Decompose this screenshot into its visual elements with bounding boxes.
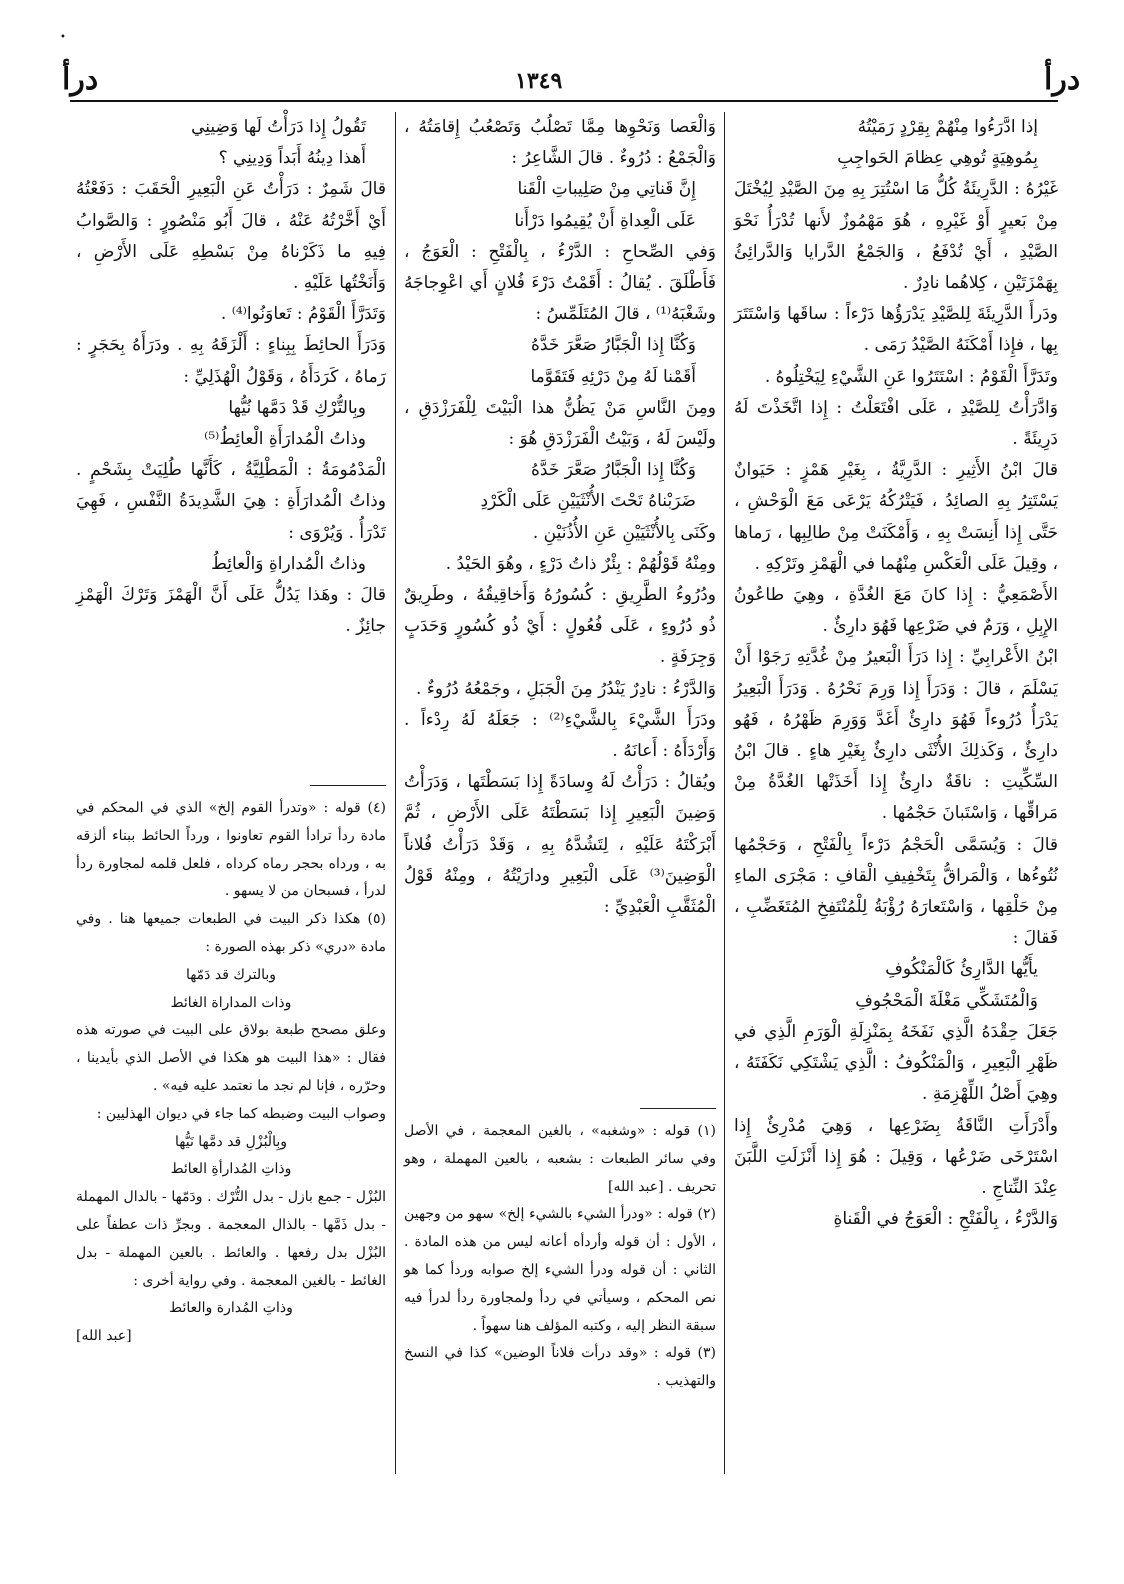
verse-line: وَالْمُتَشَكِّي مَغْلَةَ الْمَحْجُوفِ: [855, 990, 1038, 1011]
footnote-verse: وذات المداراة الغائط: [170, 994, 292, 1011]
verse-line: وذاتُ الْمُدارَأَةِ الْعائِطُ⁽⁵⁾: [204, 429, 366, 450]
verse-line: بِمُوهِيَةٍ تُوهِي عِظامَ الحَواجِبِ: [837, 148, 1038, 169]
footnote: (٣) قوله : «وقد درأت فلاناً الوضين» كذا في النسخ والتهذيب .: [404, 1345, 716, 1390]
footnote-signature: [عبد الله]: [76, 1328, 132, 1345]
footnote-rule: [640, 1108, 716, 1109]
verse-line: وَكُنَّا إِذا الْجَبَّارُ صَعَّرَ خَدَّهُ: [531, 335, 696, 356]
footnote-verse: وبالترك قد دَمّها: [185, 966, 277, 983]
column-middle: [404, 112, 716, 923]
paragraph: وَالْعَصا وَنَحْوِها مِمَّا تَصْلُبُ وَتَصْعُبُ إِقامَتُهُ ، وَالْجَمْعُ : دُرُوءٌ . قالَ الشَّاعِرُ :: [404, 117, 716, 169]
paragraph: ومِنْهُ قَوْلُهُمْ : بِئْرٌ ذاتُ دَرْءٍ ، وهُوَ الحَيْدُ .: [445, 553, 716, 574]
paragraph: وَادَّرَأْتُ لِلصَّيْدِ ، عَلَى افْتَعَلْتُ : إِذا اتَّخَذْتَ لَهُ دَرِيئَةً .: [734, 397, 1058, 450]
paragraph: ودَرَأَ الشَّيْءَ بِالشَّيْءِ⁽²⁾ : جَعَلَهُ لَهُ رِدْءاً . وَأَرْدَأَهُ : أَعانَهُ .: [404, 709, 716, 762]
footnotes-left: [76, 795, 386, 1351]
footnote-verse: وبِالْبُزْلِ قد دمَّها نَيُّها: [175, 1133, 287, 1150]
verse-line: ضَرَبْناهُ تَحْتَ الأُنْثَيَيْنِ عَلَى الْكَرْدِ: [480, 491, 696, 512]
footnote: البُزْل - جمع بازل - بدل التُّرْك . ودَمّها - بالدال المهملة - بدل ذَمَّها - بالذال المعجمة . وبجرِّ ذات عطفاً على البُزْل بدل رفعها . والعائط . بالعين المهملة - بدل الغائط - بالغين المعجمة . وفي رواية أخرى :: [76, 1189, 386, 1289]
paragraph: ومِنَ النَّاسِ مَنْ يَظُنُّ هذا الْبَيْتَ لِلْفَرَزْدَقِ ، ولَيْسَ لَهُ ، وَبَيْتُ الْفَرَزْدَقِ هُوَ :: [404, 397, 716, 450]
verse-line: أَقَمْنا لَهُ مِنْ دَرْئِهِ فَتَقَوَّما: [530, 366, 696, 387]
verse-line: يأَيُّها الدَّارِئُ كَالْمَنْكُوفِ: [885, 959, 1038, 980]
paragraph: قالَ ابْنُ الأَثِيرِ : الدَّرِيَّةُ ، بِغَيْرِ هَمْزٍ : حَيَوانٌ يَسْتَتِرُ بِهِ الصائِدُ ، فَيَتْرُكُهُ يَرْعَى مَعَ الْوَحْشِ ، حَتَّى إِذا أَنِسَتْ بِهِ ، وَأَمْكَنَتْ مِنْ طالِبِها ، رَماها ، وقِيلَ عَلَى الْعَكْسِ مِنْهُما في الْهَمْزِ وتَرْكِهِ .: [734, 460, 1058, 574]
verse-line: تَقُولُ إِذا دَرَأْتُ لَها وَضِينِي: [191, 117, 366, 137]
column-left: [76, 112, 386, 642]
verse-line: إِنَّ قَناتِي مِنْ صَلِيباتِ الْقَنا: [517, 179, 696, 200]
scan-speck: •: [60, 32, 66, 43]
verse-line: وذاتُ الْمُداراةِ وَالْعائِطُ: [211, 553, 366, 574]
footnote-verse: وذاتِ المُدارأةِ العائط: [170, 1161, 292, 1178]
paragraph: وَفي الصِّحاحِ : الدَّرْءُ ، بِالْفَتْحِ : الْعَوَجُ ، فَأَطْلَقَ . يُقالُ : أَقَمْتُ دَرْءَ فُلانٍ أَي اعْوِجاجَهُ وشَغْبَهُ⁽¹⁾ ، قالَ المُتَلَمِّسُ :: [404, 241, 716, 325]
column-right: [734, 112, 1058, 1235]
footnote: وصواب البيت وضبطه كما جاء في ديوان الهذليين :: [96, 1105, 386, 1122]
paragraph: الأَصْمَعِيُّ : إِذا كانَ مَعَ الغُدَّةِ ، وهِيَ طاعُونُ الإِبِلِ ، وَرَمٌ في ضَرْعِها فَهُوَ دارِئٌ .: [734, 585, 1058, 637]
footnote: (٤) قوله : «وتدرأ القوم إلخ» الذي في المحكم في مادة ردأ ترادأ القوم تعاونوا ، ورداً الحائط ببناء ألزقه به ، ورداه بحجر رماه كرداه ، فلعل قلمه لمجاورة ردأ لدرأ ، فسبحان من لا يسهو .: [76, 800, 386, 900]
paragraph: وَدَرَأَ الحائِطَ بِبِناءٍ : أَلْزَقَهُ بِهِ . ودَرَأَهُ بِحَجَرٍ : رَماهُ ، كَرَدَأَهُ ، وَقَوْلُ الْهُذَلِيِّ :: [76, 335, 386, 387]
paragraph: ويُقالُ : دَرَأْتُ لَهُ وِسادَةً إِذا بَسَطْتَها ، وَدَرَأْتُ وَضِينَ الْبَعِيرِ إِذا بَسَطْتَهُ عَلَى الأَرْضِ ، ثُمَّ أَبْرَكْتَهُ عَلَيْهِ ، لِتَشُدَّهُ بِهِ ، وَقَدْ دَرَأْتُ فُلاناً الْوَضِينَ⁽³⁾ عَلَى الْبَعِيرِ ودارَيْتُهُ ، ومِنْهُ قَوْلُ الْمُثَقَّبِ الْعَبْدِيِّ :: [404, 772, 716, 918]
paragraph: ودُرُوءُ الطَّرِيقِ : كُسُورُهُ وَأَخاقِيقُهُ ، وطَرِيقٌ ذُو دُرُوءٍ ، عَلَى فُعُولٍ : أَيْ ذُو كُسُورٍ وَحَدَبٍ وَجِرَفَةٍ .: [404, 585, 716, 668]
paragraph: الْمَدْمُومَةُ : الْمَطْلِيَّةُ ، كَأَنَّها طُلِيَتْ بِشَحْمٍ . وذاتُ الْمُدارَأَةِ : هِيَ الشَّدِيدَةُ النَّفْسِ ، فَهِيَ تَدْرَأُ . وَيُرْوَى :: [76, 460, 386, 543]
footnotes-middle: [404, 1118, 716, 1396]
paragraph: وكَنَى بِالأُنْثَيَيْنِ عَنِ الأُذُنَيْنِ .: [532, 522, 716, 543]
paragraph: ابْنُ الأَعْرابِيِّ : إِذا دَرَأَ الْبَعيرُ مِنْ غُدَّتِهِ رَجَوْا أَنْ يَسْلَمَ ، قالَ : وَدَرَأَ إِذا وَرِمَ نَحْرُهُ . وَدَرَأَ الْبَعِيرُ يَدْرَأُ دُرُوءاً فَهُوَ دارِئٌ أَغَدَّ وَوَرِمَ ظَهْرُهُ ، فَهُو دارِئٌ ، وَكَذلِكَ الأُنْثَى دارِئٌ بِغَيْرِ هاءٍ . قالَ ابْنُ السِّكِّيتِ : ناقَةٌ دارِئٌ إِذا أَخَذَتْها الغُدَّةُ مِنْ مَراقِّها ، وَاسْتَبانَ حَجْمُها .: [734, 647, 1058, 824]
verse-line: إذا ادَّرَءُوا مِنْهُمْ بِقِرْدٍ رَمَيْتُهُ: [857, 117, 1038, 137]
footnote: (٥) هكذا ذكر البيت في الطبعات جميعها هنا . وفي مادة «دري» ذكر بهذه الصورة :: [76, 911, 386, 955]
paragraph: جَعَلَ حِقْدَهُ الَّذِي نَفَخَهُ بِمَنْزِلَةِ الْوَرَمِ الَّذِي في ظَهْرِ الْبَعِيرِ ، وَالْمَنْكُوفُ : الَّذِي يَشْتَكِي نَكَفَتَهُ ، وهِيَ أَصْلُ اللِّهْزِمَةِ .: [734, 1021, 1058, 1105]
paragraph: وأَدْرَأَتِ النَّاقَةُ بِضَرْعِها ، وَهِيَ مُدْرِئٌ إِذا اسْتَرْخَى ضَرْعُها ، وَقِيلَ : هُوَ إِذا أَنْزَلَتِ اللَّبَنَ عِنْدَ النِّتاجِ .: [734, 1115, 1058, 1198]
column-separator: [395, 112, 396, 1474]
paragraph: وَتَدَرَّأَ الْقَوْمُ : تَعاوَنُوا⁽⁴⁾ .: [220, 304, 386, 325]
header-keyword-right: درأ: [1044, 62, 1081, 97]
paragraph: قالَ شَمِرٌ : دَرَأْتُ عَنِ الْبَعِيرِ الْحَقَبَ : دَفَعْتُهُ أَيْ أَخَّرْتُهُ عَنْهُ ، قالَ أَبُو مَنْصُورٍ : وَالصَّوابُ فِيهِ ما ذَكَرْناهُ مِنْ بَسْطِهِ عَلَى الأَرْضِ ، وَأَنَخْتُها عَلَيْهِ .: [76, 179, 386, 294]
page-number: ١٣٤٩: [515, 68, 563, 94]
paragraph: قالَ : وَيُسَمَّى الْحَجْمُ دَرْءاً بِالْفَتْحِ ، وَحَجْمُها نُتُوءُها ، وَالْمَراقُّ بِتَخْفِيفِ الْقافِ : مَجْرَى الماءِ مِنْ حَلْقِها ، وَاسْتَعارَهُ رُؤْبَةُ لِلْمُنْتَفِخِ المُتَغَضِّبِ ، فَقالَ :: [734, 834, 1058, 949]
verse-line: وبِالتُّرْكِ قَدْ دَمَّها نُيُّها: [228, 397, 366, 418]
paragraph: ودَرأَ الدَّرِيئَةَ لِلصَّيْدِ يَدْرَؤُها دَرْءاً : ساقَها وَاسْتَتَرَ بِها ، فإِذا أَمْكَنَهُ الصَّيْدُ رَمَى .: [734, 304, 1058, 356]
footnote: (٢) قوله : «ودرأ الشيء بالشيء إلخ» سهو من وجهين ، الأول : أن قوله وأردأه أعانه ليس من هذه المادة . الثاني : أن قوله ودرأ الشيء إلخ صوابه وردأ كما هو نص المحكم ، وسيأتي في ردأ ولمجاورة ردأ لدرأ فيه سبقة النظر إليه ، وكتبه المؤلف هنا سهواً .: [404, 1206, 716, 1334]
footnote: (١) قوله : «وشغبه» ، بالغين المعجمة ، في الأصل وفي سائر الطبعات : بشعبه ، بالعين المهملة ، وهو تحريف . [عبد الله]: [404, 1123, 716, 1195]
paragraph: وتَدَرَّأَ الْقَوْمُ : اسْتَتَرُوا عَنِ الشَّيْءِ لِيَخْتِلُوهُ .: [764, 366, 1058, 387]
verse-line: أَهذا دِينُهُ أَبَداً وَدِينِي ؟: [218, 148, 366, 169]
footnote-rule: [310, 785, 386, 786]
paragraph: وَالدَّرْءُ ، بِالْفَتْحِ : الْعَوَجُ في الْقَناةِ: [833, 1209, 1058, 1230]
paragraph: وَالدَّرْءُ : نادِرٌ يَنْدُرُ مِنَ الْجَبَلِ ، وجَمْعُهُ دُرُوءٌ .: [416, 678, 716, 699]
footnote-verse: وذاتِ المُدارة والعائط: [169, 1300, 293, 1317]
paragraph: غَيْرُهُ : الدَّرِيئَةُ كُلُّ مَا اسْتُتِرَ بِهِ مِنَ الصَّيْدِ لِيُخْتَلَ مِنْ بَعيرٍ أَوْ غَيْرِهِ ، هُوَ مَهْمُوزٌ لأَنها تُدْرَأُ نَحْوَ الصَّيْدِ ، أَيْ تُدْفَعُ ، وَالجَمْعُ الدَّرايا وَالدَّرائِئُ بِهَمْزَتَيْنِ ، كِلاهُما نادِرٌ .: [734, 179, 1058, 294]
header-keyword-left: درأ: [62, 62, 99, 97]
footnote: وعلق مصحح طبعة بولاق على البيت في صورته هذه فقال : «هذا البيت هو هكذا في الأصل الذي بأيدينا ، وحرّره ، فإنا لم نجد ما نعتمد عليه فيه» .: [76, 1022, 386, 1094]
verse-line: عَلَى الْعِداةِ أَنْ يُقِيمُوا دَرْأَنا: [514, 210, 696, 231]
verse-line: وَكُنَّا إِذا الْجَبَّارُ صَعَّرَ خَدَّهُ: [531, 460, 696, 481]
column-separator: [724, 112, 725, 1474]
paragraph: قالَ : وهَذا يَدُلُّ عَلَى أَنَّ الْهَمْزَ وَتَرْكَ الْهَمْزِ جائِزٌ .: [76, 585, 386, 637]
header-rule: [70, 100, 1058, 102]
